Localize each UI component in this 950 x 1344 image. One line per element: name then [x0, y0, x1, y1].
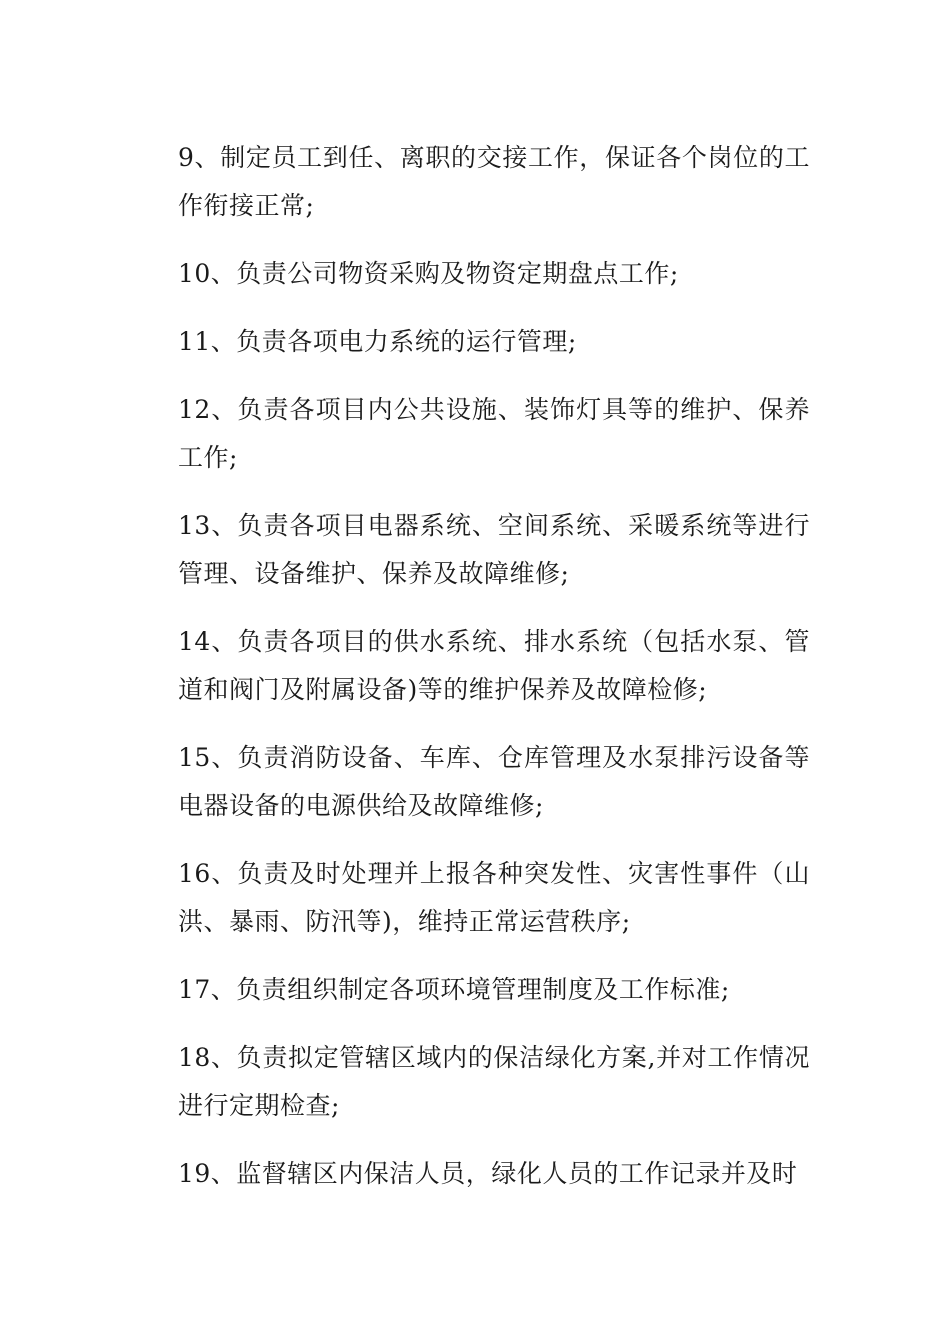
list-item: 11、负责各项电力系统的运行管理;	[178, 327, 577, 356]
list-item: 10、负责公司物资采购及物资定期盘点工作;	[178, 259, 679, 288]
list-item: 16、负责及时处理并上报各种突发性、灾害性事件（山洪、暴雨、防汛等)，维持正常运营秩序;	[178, 859, 810, 936]
list-item: 9、制定员工到任、离职的交接工作，保证各个岗位的工作衔接正常;	[178, 143, 810, 220]
list-item: 14、负责各项目的供水系统、排水系统（包括水泵、管道和阀门及附属设备)等的维护保养及故障检修;	[178, 627, 810, 704]
list-item: 15、负责消防设备、车库、仓库管理及水泵排污设备等电器设备的电源供给及故障维修;	[178, 743, 810, 820]
document-body	[178, 134, 810, 1218]
list-item: 19、监督辖区内保洁人员，绿化人员的工作记录并及时	[178, 1159, 798, 1188]
list-item: 12、负责各项目内公共设施、装饰灯具等的维护、保养工作;	[178, 395, 810, 472]
list-item: 13、负责各项目电器系统、空间系统、采暖系统等进行管理、设备维护、保养及故障维修;	[178, 511, 810, 588]
list-item: 17、负责组织制定各项环境管理制度及工作标准;	[178, 975, 730, 1004]
list-item: 18、负责拟定管辖区域内的保洁绿化方案,并对工作情况进行定期检查;	[178, 1043, 810, 1120]
